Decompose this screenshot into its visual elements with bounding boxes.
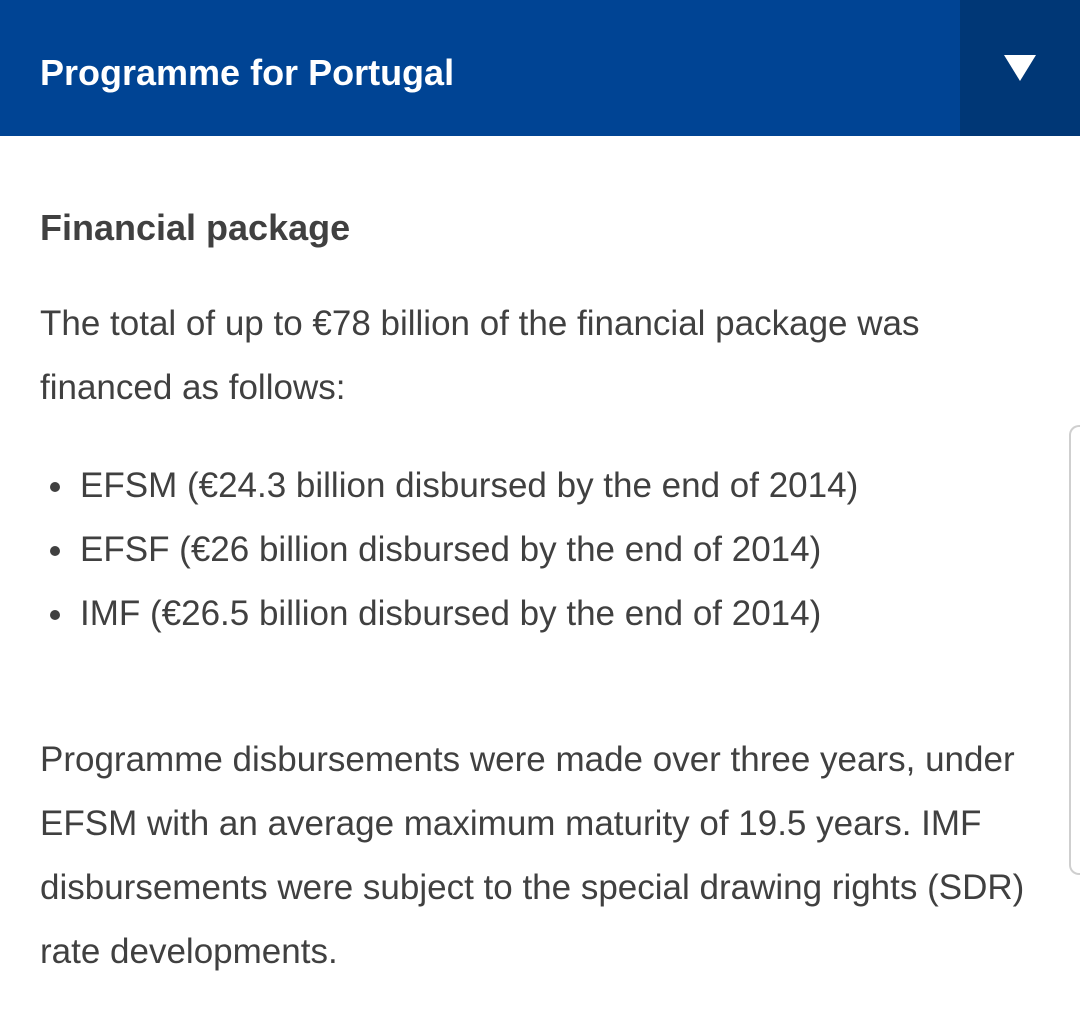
accordion-header[interactable] bbox=[0, 0, 1080, 136]
intro-paragraph: The total of up to €78 billion of the financial package was financed as follows: bbox=[40, 304, 920, 407]
list-item: EFSM (€24.3 billion disbursed by the end of 2014) bbox=[40, 454, 1050, 518]
closing-paragraph: Programme disbursements were made over three years, under EFSM with an average maximum maturity of 19.5 years. IMF disbursements were subject to the special drawing rights (SDR) rate developments. bbox=[40, 740, 1025, 971]
accordion-title[interactable]: Programme for Portugal bbox=[40, 52, 455, 93]
funding-sources-list bbox=[40, 454, 1050, 646]
section-heading: Financial package bbox=[40, 207, 351, 248]
list-item: EFSF (€26 billion disbursed by the end of 2014) bbox=[40, 518, 1050, 582]
accordion-toggle-button[interactable] bbox=[960, 0, 1080, 136]
triangle-down-icon bbox=[1004, 55, 1036, 81]
list-item: IMF (€26.5 billion disbursed by the end of 2014) bbox=[40, 582, 1050, 646]
scroll-handle[interactable] bbox=[1069, 425, 1080, 875]
